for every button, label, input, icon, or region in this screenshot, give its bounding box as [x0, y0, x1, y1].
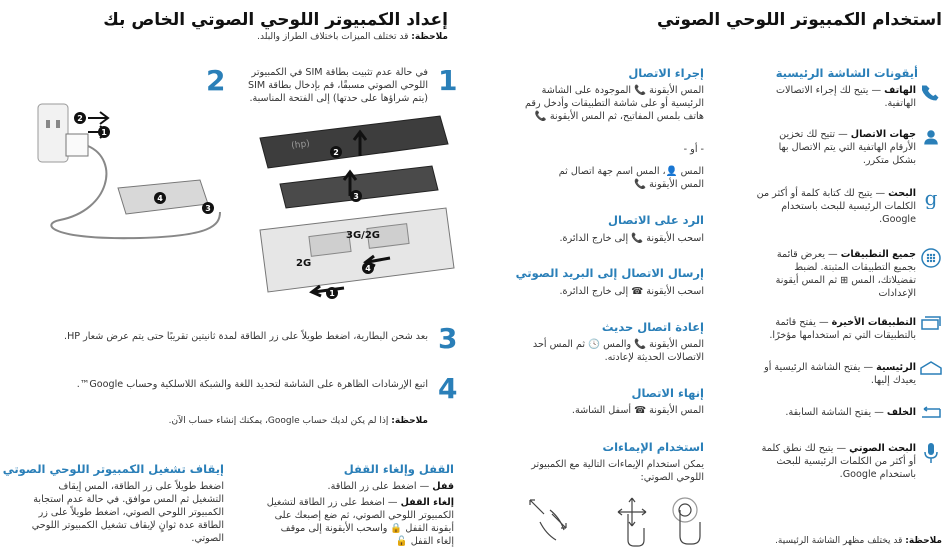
answer-call-text: اسحب الأيقونة 📞 إلى خارج الدائرة.	[559, 233, 704, 244]
home-icon-description	[756, 128, 916, 167]
home-icon-desc-text: — يفتح الشاشة السابقة.	[785, 407, 887, 418]
make-call-text: المس الأيقونة 📞 الموجودة على الشاشة الرئيسية أو على شاشة التطبيقات وأدخل رقم هاتف بلمس المفاتيح، ثم المس الأيقونة 📞	[524, 85, 704, 122]
google-search-icon	[916, 187, 946, 209]
gestures-heading: استخدام الإيماءات	[602, 440, 704, 454]
home-icon-description	[756, 406, 916, 419]
shutdown-heading: إيقاف تشغيل الكمبيوتر اللوحي الصوتي	[2, 462, 224, 476]
shutdown-text: اضغط طويلاً على زر الطاقة، المس إيقاف التشغيل ثم المس موافق. في حالة عدم استجابة الكمبيوتر اللوحي الصوتي، اضغط طويلاً على زر الطاقة عدة ثوانٍ لإيقاف تشغيل الكمبيوتر اللوحي الصوتي.	[31, 481, 224, 544]
voice-search-icon	[916, 442, 946, 464]
home-icon-description	[756, 248, 916, 300]
home-icon-description	[756, 187, 916, 226]
step-1-number: 1	[438, 64, 458, 97]
back-icon	[916, 406, 946, 420]
home-icon-desc-text: — يتيح لك نطق كلمة أو أكثر من الكلمات الرئيسية للبحث باستخدام Google.	[761, 443, 916, 480]
left-page-note	[257, 32, 448, 42]
home-icon-description	[756, 316, 916, 342]
step-3-number: 3	[438, 322, 458, 355]
wall-outlet	[38, 104, 68, 162]
svg-text:g: g	[924, 187, 938, 209]
step-4-text: اتبع الإرشادات الظاهرة على الشاشة لتحديد اللغة والشبكة اللاسلكية وحساب Google™.	[76, 379, 428, 390]
home-icon-name: البحث الصوتي	[849, 443, 916, 454]
lock-text	[264, 480, 454, 493]
right-page-title: استخدام الكمبيوتر اللوحي الصوتي	[656, 10, 942, 30]
tap-gesture-icon	[673, 498, 700, 544]
lock-label: قفل	[432, 481, 454, 492]
note-text: إذا لم يكن لديك حساب Google، يمكنك إنشاء حساب الآن.	[168, 416, 392, 426]
contacts-icon	[916, 128, 946, 146]
sim-slot-3g-label: 3G/2G	[346, 230, 380, 241]
home-icon-desc-text: — يتيح لك كتابة كلمة أو أكثر من الكلمات الرئيسية للبحث باستخدام Google.	[756, 188, 916, 225]
home-icon-description	[756, 361, 916, 387]
redial-heading: إعادة اتصال حديث	[601, 320, 704, 334]
callout-4: 4	[362, 262, 374, 274]
home-icon-row-4	[746, 316, 946, 342]
unlock-label: إلغاء القفل	[400, 497, 454, 508]
gestures-text: يمكن استخدام الإيماءات التالية مع الكمبيوتر اللوحي الصوتي:	[531, 459, 704, 483]
battery	[280, 166, 438, 208]
home-icon-row-2	[746, 187, 946, 226]
note-label: ملاحظة:	[905, 536, 942, 546]
voicemail-heading: إرسال الاتصال إلى البريد الصوتي	[515, 266, 704, 280]
sim-slot-2g-label: 2G	[296, 258, 312, 269]
charge-callout-4: 4	[154, 192, 166, 204]
step-note	[169, 416, 428, 426]
or-text: - أو -	[683, 144, 704, 155]
home-icon-row-7	[746, 442, 946, 481]
redial-text: المس الأيقونة 📞 والمس 🕓 ثم المس أحد الاتصالات الحديثة لإعادته.	[532, 339, 704, 363]
home-icon-name: التطبيقات الأخيرة	[831, 317, 916, 328]
unlock-desc: — اضغط على زر الطاقة لتشغيل الكمبيوتر اللوحي الصوتي، ثم ضع إصبعك على أيقونة القفل 🔒 واسحب الأيقونة إلى موقف إلغاء القفل 🔓	[266, 497, 454, 547]
end-call-text: المس الأيقونة ☎ أسفل الشاشة.	[571, 405, 704, 416]
note-label: ملاحظة:	[411, 32, 448, 42]
home-icon-description	[756, 84, 916, 110]
step-3-text: بعد شحن البطارية، اضغط طويلاً على زر الطاقة لمدة ثانيتين تقريبًا حتى يتم عرض شعار HP.	[64, 331, 428, 342]
home-icon-name: الخلف	[886, 407, 916, 418]
all-apps-icon	[916, 248, 946, 268]
callout-2: 2	[330, 146, 342, 158]
charge-callout-3: 3	[202, 202, 214, 214]
callout-3: 3	[350, 190, 362, 202]
note-label: ملاحظة:	[391, 416, 428, 426]
home-icons-note	[775, 536, 942, 546]
step-2-number: 2	[206, 64, 226, 97]
home-icons-heading: أيقونات الشاشة الرئيسية	[775, 66, 918, 80]
swipe-gesture-icon	[618, 498, 646, 546]
home-icon-name: جهات الاتصال	[850, 129, 916, 140]
left-page-title: إعداد الكمبيوتر اللوحي الصوتي الخاص بك	[103, 10, 448, 30]
home-icon-name: جميع التطبيقات	[840, 249, 916, 260]
charge-callout-1: 1	[98, 126, 110, 138]
home-icon-desc-text: — تتيح لك تخزين الأرقام الهاتفية التي يتم الاتصال بها بشكل متكرر.	[778, 129, 916, 166]
home-icon-row-0	[746, 84, 946, 110]
recent-apps-icon	[916, 316, 946, 330]
home-icon-row-6	[746, 406, 946, 420]
svg-text:(hp): (hp)	[290, 139, 311, 152]
gestures-illustration	[520, 492, 710, 548]
note-text: قد يختلف مظهر الشاشة الرئيسية.	[775, 536, 906, 546]
page-divider	[470, 0, 471, 552]
end-call-heading: إنهاء الاتصال	[631, 386, 704, 400]
home-icon-desc-text: — يفتح قائمة بالتطبيقات التي تم استخدامها مؤخرًا.	[769, 317, 916, 341]
charger-adapter	[66, 134, 88, 156]
home-icon-row-1	[746, 128, 946, 167]
lock-desc: — اضغط على زر الطاقة.	[327, 481, 433, 492]
step-1-text: في حالة عدم تثبيت بطاقة SIM في الكمبيوتر اللوحي الصوتي مسبقًا، قم بإدخال بطاقة SIM (يتم شراؤها على حدتها) إلى الفتحة المناسبة.	[248, 67, 428, 104]
answer-call-heading: الرد على الاتصال	[608, 213, 704, 227]
home-icon	[916, 361, 946, 375]
home-icon-desc-text: — يتيح لك إجراء الاتصالات الهاتفية.	[776, 85, 916, 109]
callout-1: 1	[326, 287, 338, 299]
home-icon-description	[756, 442, 916, 481]
voicemail-text: اسحب الأيقونة ☎ إلى خارج الدائرة.	[559, 286, 704, 297]
home-icon-name: البحث	[888, 188, 916, 199]
home-icon-desc-text: — يعرض قائمة بجميع التطبيقات المثبتة. لضبط تفضيلاتك، المس ⊞ ثم المس أيقونة الإعدادات	[775, 249, 916, 299]
home-icon-desc-text: — يفتح الشاشة الرئيسية أو يعيدك إليها.	[764, 362, 916, 386]
home-icon-row-3	[746, 248, 946, 300]
home-icon-row-5	[746, 361, 946, 387]
lock-heading: القفل وإلغاء القفل	[343, 462, 454, 476]
sim-install-diagram	[250, 108, 460, 308]
home-icon-name: الهاتف	[884, 85, 916, 96]
make-call-text-2: المس 👤، المس اسم جهة اتصال ثم المس الأيقونة 📞	[558, 166, 704, 190]
charging-diagram	[30, 100, 230, 250]
home-icon-name: الرئيسية	[876, 362, 916, 373]
charge-callout-2: 2	[74, 112, 86, 124]
step-4-number: 4	[438, 372, 458, 405]
phone-body	[260, 208, 454, 292]
unlock-text	[264, 496, 454, 548]
make-call-heading: إجراء الاتصال	[628, 66, 704, 80]
phone-icon	[916, 84, 946, 102]
back-cover	[260, 116, 448, 168]
note-text: قد تختلف الميزات باختلاف الطراز والبلد.	[257, 32, 412, 42]
pinch-gesture-icon	[530, 500, 566, 540]
